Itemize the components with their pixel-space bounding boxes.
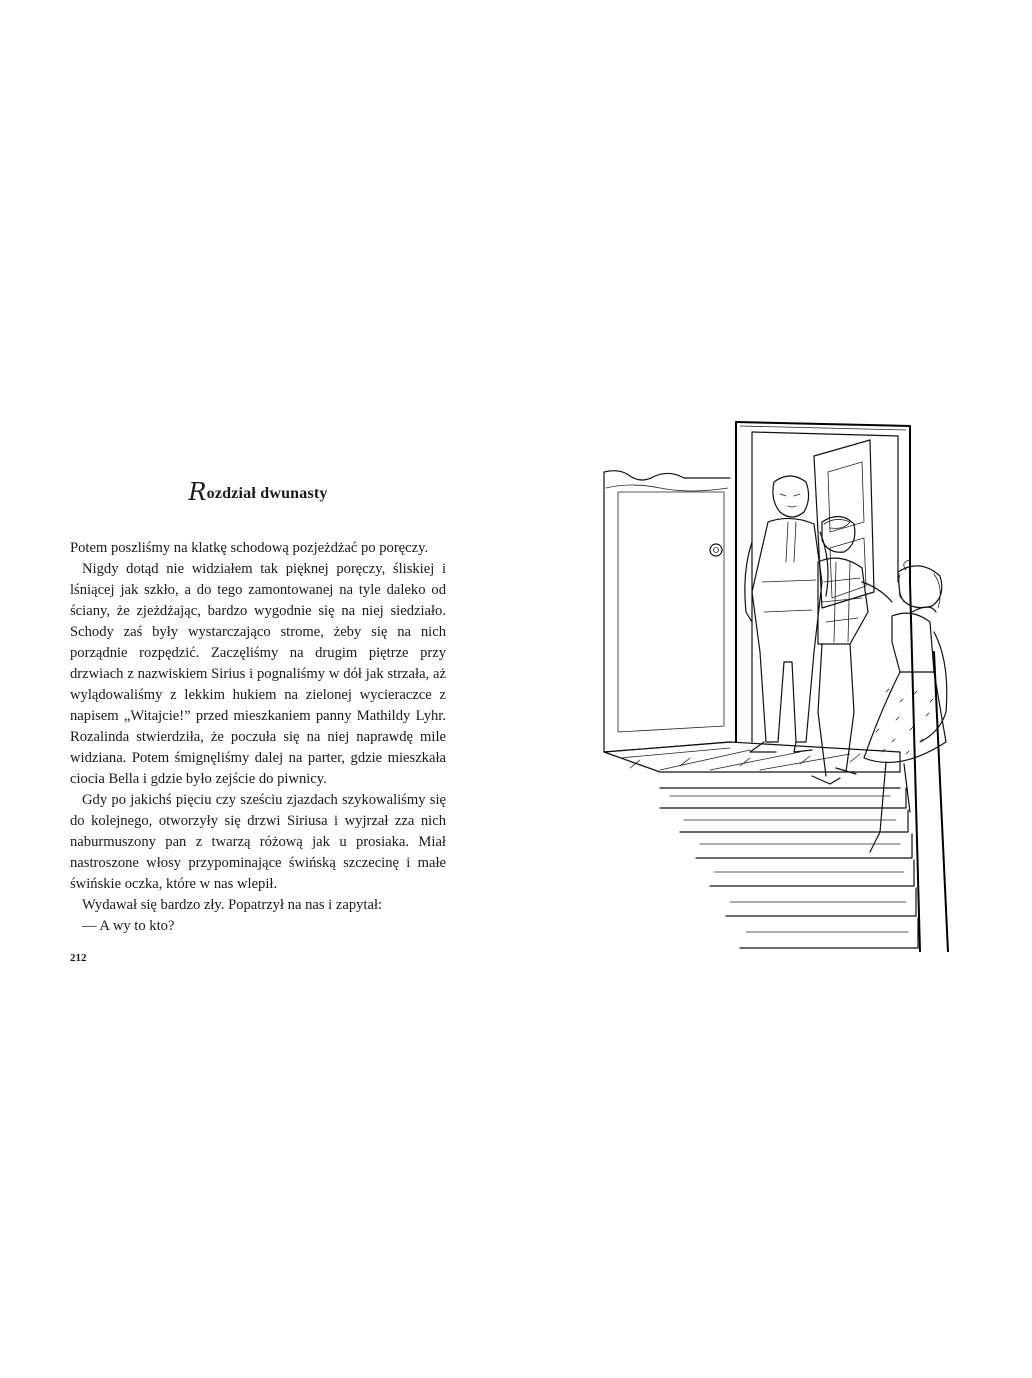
paragraph: Nigdy dotąd nie widziałem tak pięknej poręczy, śliskiej i lśniącej jak szkło, a do tego zamontowanej na tyle daleko od ściany, że zjeżdżając, bardzo wygodnie się na niej siedziało. Schody zaś były wystarczająco strome, żeby się na nich porządnie rozpędzić. Zaczęliśmy na drugim piętrze przy drzwiach z nazwiskiem Sirius i pognaliśmy w dół jak strzała, aż wylądowaliśmy z lekkim hukiem na zielonej wycieraczce z napisem „Witajcie!” przed mieszkaniem panny Mathildy Lyhr. Rozalinda stwierdziła, że poczuła się na niej naprawdę mile widziana. Potem śmignęliśmy dalej na parter, gdzie mieszkała ciocia Bella i gdzie było zejście do piwnicy. <box>70 561 446 787</box>
chapter-title <box>0 478 516 506</box>
illustration-drawing <box>600 412 950 952</box>
chapter-title-text: ozdział dwunasty <box>206 485 328 502</box>
stairwell-illustration <box>600 412 950 952</box>
paragraph: Wydawał się bardzo zły. Popatrzył na nas i zapytał: <box>82 897 383 913</box>
page-number: 212 <box>70 952 87 964</box>
paragraph: Potem poszliśmy na klatkę schodową pozjeżdżać po poręczy. <box>70 540 429 556</box>
paragraph: — A wy to kto? <box>82 918 175 934</box>
paragraph: Gdy po jakichś pięciu czy sześciu zjazdach szykowaliśmy się do kolejnego, otworzyły się drzwi Siriusa i wyjrzał zza nich naburmuszony pan z twarzą różową jak u prosiaka. Miał nastroszone włosy przypominające świńską szczecinę i małe świńskie oczka, które w nas wlepił. <box>70 792 446 892</box>
body-text <box>70 538 446 937</box>
chapter-title-initial: R <box>188 478 207 506</box>
